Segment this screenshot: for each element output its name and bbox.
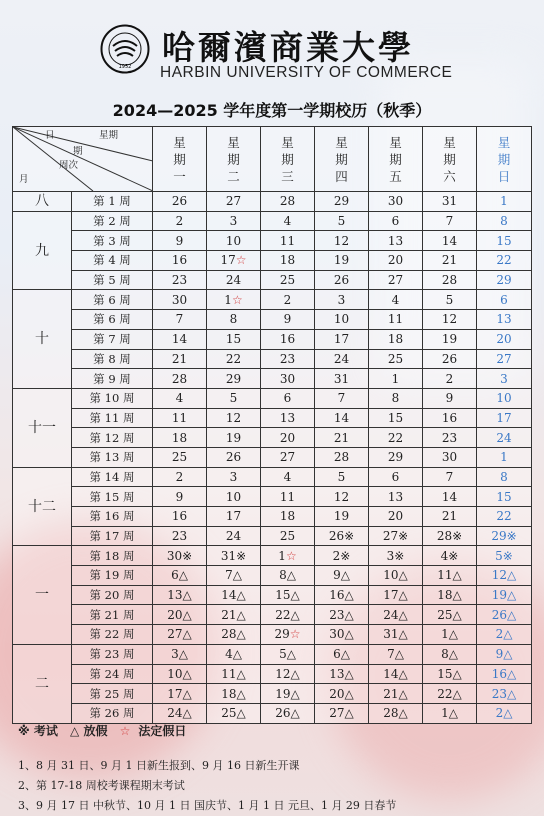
corner-zhouci: 周次 bbox=[59, 160, 79, 171]
month-cell: 十 bbox=[13, 290, 72, 388]
day-cell: 8 bbox=[369, 388, 423, 408]
day-cell: 15 bbox=[477, 487, 532, 507]
day-cell: 19△ bbox=[477, 585, 532, 605]
day-cell: 5△ bbox=[261, 644, 315, 664]
day-cell: 25 bbox=[153, 447, 207, 467]
note-line: 3、9 月 17 日 中秋节、10 月 1 日 国庆节、1 月 1 日 元旦、1 月 29 日春节 bbox=[18, 799, 397, 812]
day-cell: 26 bbox=[423, 349, 477, 369]
day-cell: 11 bbox=[369, 310, 423, 330]
day-cell: 2 bbox=[153, 467, 207, 487]
day-cell: 26※ bbox=[315, 526, 369, 546]
day-cell: 4※ bbox=[423, 546, 477, 566]
day-cell: 28 bbox=[153, 369, 207, 389]
week-label: 第 12 周 bbox=[72, 428, 153, 448]
day-cell: 29 bbox=[207, 369, 261, 389]
day-cell: 30 bbox=[423, 447, 477, 467]
week-row bbox=[13, 270, 532, 290]
day-cell: 10△ bbox=[153, 664, 207, 684]
week-row bbox=[13, 605, 532, 625]
day-cell: 20 bbox=[369, 507, 423, 527]
day-cell: 20△ bbox=[153, 605, 207, 625]
legend-holiday: △ 放假 bbox=[70, 724, 108, 738]
day-cell: 24 bbox=[315, 349, 369, 369]
day-cell: 4 bbox=[369, 290, 423, 310]
day-cell: 6 bbox=[369, 467, 423, 487]
week-row bbox=[13, 369, 532, 389]
day-cell: 10 bbox=[315, 310, 369, 330]
week-label: 第 10 周 bbox=[72, 388, 153, 408]
day-cell: 27 bbox=[207, 192, 261, 212]
day-cell: 25 bbox=[261, 270, 315, 290]
week-row bbox=[13, 546, 532, 566]
day-cell: 18△ bbox=[207, 684, 261, 704]
day-cell: 3※ bbox=[369, 546, 423, 566]
day-cell: 21△ bbox=[369, 684, 423, 704]
week-row bbox=[13, 507, 532, 527]
day-cell: 5 bbox=[315, 467, 369, 487]
day-cell: 24△ bbox=[369, 605, 423, 625]
day-cell: 2※ bbox=[315, 546, 369, 566]
day-cell: 19 bbox=[315, 251, 369, 271]
week-label: 第 7 周 bbox=[72, 329, 153, 349]
day-cell: 11△ bbox=[207, 664, 261, 684]
note-line: 2、第 17-18 周校考课程期末考试 bbox=[18, 779, 185, 792]
month-cell: 八 bbox=[13, 192, 72, 212]
day-cell: 17△ bbox=[153, 684, 207, 704]
day-header: 星 期 日 bbox=[477, 127, 532, 192]
week-label: 第 24 周 bbox=[72, 664, 153, 684]
day-cell: 18 bbox=[369, 329, 423, 349]
day-cell: 2△ bbox=[477, 625, 532, 645]
day-cell: 10 bbox=[207, 487, 261, 507]
day-header: 星 期 五 bbox=[369, 127, 423, 192]
day-cell: 23 bbox=[153, 270, 207, 290]
week-label: 第 16 周 bbox=[72, 507, 153, 527]
day-cell: 1 bbox=[477, 192, 532, 212]
day-cell: 2 bbox=[423, 369, 477, 389]
day-cell: 9 bbox=[423, 388, 477, 408]
day-cell: 26 bbox=[315, 270, 369, 290]
week-row bbox=[13, 251, 532, 271]
week-row bbox=[13, 290, 532, 310]
day-cell: 23 bbox=[423, 428, 477, 448]
legend-legal-holiday bbox=[120, 724, 195, 738]
week-label: 第 5 周 bbox=[72, 270, 153, 290]
day-cell: 5 bbox=[423, 290, 477, 310]
day-cell: 14△ bbox=[207, 585, 261, 605]
day-cell: 18 bbox=[153, 428, 207, 448]
day-cell: 12 bbox=[315, 231, 369, 251]
day-cell: 27※ bbox=[369, 526, 423, 546]
day-cell: 20 bbox=[477, 329, 532, 349]
day-cell: 24△ bbox=[153, 703, 207, 723]
university-name-cn: 哈爾濱商業大學 bbox=[162, 28, 414, 67]
day-cell: 1☆ bbox=[261, 546, 315, 566]
day-cell: 10 bbox=[477, 388, 532, 408]
day-cell: 3△ bbox=[153, 644, 207, 664]
week-row bbox=[13, 192, 532, 212]
day-cell: 7 bbox=[153, 310, 207, 330]
day-cell: 2 bbox=[153, 211, 207, 231]
day-cell: 3 bbox=[207, 467, 261, 487]
seal-year: 1952 bbox=[118, 64, 132, 70]
day-cell: 9△ bbox=[477, 644, 532, 664]
week-label: 第 4 周 bbox=[72, 251, 153, 271]
day-cell: 1△ bbox=[423, 703, 477, 723]
corner-cell bbox=[13, 127, 153, 192]
week-label: 第 6 周 bbox=[72, 310, 153, 330]
day-cell: 16 bbox=[153, 251, 207, 271]
day-cell: 12△ bbox=[477, 566, 532, 586]
week-label: 第 25 周 bbox=[72, 684, 153, 704]
week-label: 第 22 周 bbox=[72, 625, 153, 645]
day-cell: 27△ bbox=[153, 625, 207, 645]
day-cell: 16 bbox=[261, 329, 315, 349]
week-label: 第 26 周 bbox=[72, 703, 153, 723]
week-row bbox=[13, 388, 532, 408]
note-line: 1、8 月 31 日、9 月 1 日新生报到、9 月 16 日新生开课 bbox=[18, 759, 300, 772]
day-cell: 5※ bbox=[477, 546, 532, 566]
day-cell: 5 bbox=[315, 211, 369, 231]
week-row bbox=[13, 703, 532, 723]
day-cell: 7△ bbox=[369, 644, 423, 664]
legend bbox=[18, 722, 202, 739]
day-cell: 23 bbox=[153, 526, 207, 546]
week-row bbox=[13, 526, 532, 546]
week-row bbox=[13, 349, 532, 369]
day-cell: 26 bbox=[207, 447, 261, 467]
day-cell: 19 bbox=[423, 329, 477, 349]
day-cell: 7 bbox=[315, 388, 369, 408]
corner-yue: 月 bbox=[19, 174, 29, 185]
day-cell: 3 bbox=[477, 369, 532, 389]
legend-exam: ※ 考试 bbox=[18, 724, 58, 738]
day-header: 星 期 二 bbox=[207, 127, 261, 192]
day-cell: 29※ bbox=[477, 526, 532, 546]
week-label: 第 2 周 bbox=[72, 211, 153, 231]
day-cell: 18 bbox=[261, 507, 315, 527]
day-cell: 16 bbox=[423, 408, 477, 428]
month-cell: 十二 bbox=[13, 467, 72, 546]
day-cell: 11 bbox=[153, 408, 207, 428]
day-cell: 31※ bbox=[207, 546, 261, 566]
day-cell: 30※ bbox=[153, 546, 207, 566]
day-cell: 28 bbox=[423, 270, 477, 290]
day-cell: 1☆ bbox=[207, 290, 261, 310]
day-cell: 1 bbox=[477, 447, 532, 467]
week-label: 第 14 周 bbox=[72, 467, 153, 487]
day-cell: 27 bbox=[369, 270, 423, 290]
day-cell: 3 bbox=[207, 211, 261, 231]
day-cell: 26△ bbox=[477, 605, 532, 625]
day-cell: 25 bbox=[369, 349, 423, 369]
day-cell: 26 bbox=[153, 192, 207, 212]
day-cell: 26△ bbox=[261, 703, 315, 723]
week-row bbox=[13, 585, 532, 605]
week-label: 第 17 周 bbox=[72, 526, 153, 546]
day-cell: 23△ bbox=[477, 684, 532, 704]
legend-legal-holiday-label: 法定假日 bbox=[138, 724, 187, 738]
week-row bbox=[13, 310, 532, 330]
day-cell: 22 bbox=[477, 251, 532, 271]
month-cell: 二 bbox=[13, 644, 72, 723]
day-cell: 17 bbox=[207, 507, 261, 527]
week-row bbox=[13, 231, 532, 251]
week-label: 第 8 周 bbox=[72, 349, 153, 369]
day-cell: 21 bbox=[423, 507, 477, 527]
day-cell: 8△ bbox=[261, 566, 315, 586]
day-header: 星 期 一 bbox=[153, 127, 207, 192]
day-cell: 15△ bbox=[423, 664, 477, 684]
corner-xingqi: 星期 bbox=[99, 130, 119, 141]
month-cell: 一 bbox=[13, 546, 72, 644]
day-cell: 31 bbox=[423, 192, 477, 212]
day-cell: 18△ bbox=[423, 585, 477, 605]
day-cell: 30 bbox=[261, 369, 315, 389]
day-cell: 4 bbox=[261, 467, 315, 487]
day-cell: 10 bbox=[207, 231, 261, 251]
week-label: 第 19 周 bbox=[72, 566, 153, 586]
day-cell: 12 bbox=[423, 310, 477, 330]
day-cell: 28△ bbox=[207, 625, 261, 645]
day-cell: 11 bbox=[261, 231, 315, 251]
day-cell: 4 bbox=[261, 211, 315, 231]
month-cell: 九 bbox=[13, 211, 72, 290]
day-cell: 13 bbox=[477, 310, 532, 330]
day-cell: 31 bbox=[315, 369, 369, 389]
week-label: 第 20 周 bbox=[72, 585, 153, 605]
day-cell: 27△ bbox=[315, 703, 369, 723]
day-cell: 3 bbox=[315, 290, 369, 310]
week-row bbox=[13, 447, 532, 467]
day-cell: 19△ bbox=[261, 684, 315, 704]
day-cell: 25 bbox=[261, 526, 315, 546]
calendar-title: 2024—2025 学年度第一学期校历（秋季） bbox=[112, 101, 432, 120]
calendar-table bbox=[12, 126, 532, 724]
day-cell: 28※ bbox=[423, 526, 477, 546]
corner-ri: 日 bbox=[45, 130, 55, 141]
day-cell: 17 bbox=[315, 329, 369, 349]
day-cell: 15 bbox=[207, 329, 261, 349]
day-cell: 19 bbox=[315, 507, 369, 527]
day-cell: 14 bbox=[315, 408, 369, 428]
day-cell: 4△ bbox=[207, 644, 261, 664]
week-label: 第 9 周 bbox=[72, 369, 153, 389]
day-cell: 23 bbox=[261, 349, 315, 369]
day-cell: 17 bbox=[477, 408, 532, 428]
week-row bbox=[13, 625, 532, 645]
day-cell: 20 bbox=[261, 428, 315, 448]
day-cell: 11 bbox=[261, 487, 315, 507]
day-cell: 21 bbox=[423, 251, 477, 271]
day-cell: 6 bbox=[369, 211, 423, 231]
day-cell: 1△ bbox=[423, 625, 477, 645]
day-cell: 15 bbox=[369, 408, 423, 428]
day-cell: 16△ bbox=[477, 664, 532, 684]
week-row bbox=[13, 428, 532, 448]
day-cell: 27 bbox=[477, 349, 532, 369]
day-cell: 24 bbox=[477, 428, 532, 448]
day-cell: 9△ bbox=[315, 566, 369, 586]
week-label: 第 1 周 bbox=[72, 192, 153, 212]
day-cell: 19 bbox=[207, 428, 261, 448]
day-cell: 7 bbox=[423, 467, 477, 487]
week-row bbox=[13, 487, 532, 507]
day-cell: 13△ bbox=[153, 585, 207, 605]
day-cell: 14 bbox=[423, 231, 477, 251]
star-icon: ☆ bbox=[289, 627, 301, 642]
day-cell: 7 bbox=[423, 211, 477, 231]
day-cell: 12 bbox=[207, 408, 261, 428]
day-cell: 30 bbox=[369, 192, 423, 212]
day-cell: 24 bbox=[207, 270, 261, 290]
day-cell: 20 bbox=[369, 251, 423, 271]
day-cell: 15△ bbox=[261, 585, 315, 605]
day-cell: 29 bbox=[315, 192, 369, 212]
day-cell: 2△ bbox=[477, 703, 532, 723]
day-cell: 27 bbox=[261, 447, 315, 467]
day-cell: 30 bbox=[153, 290, 207, 310]
day-cell: 30△ bbox=[315, 625, 369, 645]
day-cell: 21 bbox=[315, 428, 369, 448]
header bbox=[0, 0, 544, 96]
week-row bbox=[13, 408, 532, 428]
day-cell: 8 bbox=[477, 467, 532, 487]
day-header: 星 期 六 bbox=[423, 127, 477, 192]
corner-qi: 期 bbox=[73, 146, 83, 157]
day-cell: 1 bbox=[369, 369, 423, 389]
day-cell: 15 bbox=[477, 231, 532, 251]
week-row bbox=[13, 644, 532, 664]
day-cell: 13 bbox=[369, 487, 423, 507]
day-cell: 22 bbox=[207, 349, 261, 369]
day-cell: 8 bbox=[477, 211, 532, 231]
star-icon: ☆ bbox=[119, 724, 131, 738]
day-cell: 18 bbox=[261, 251, 315, 271]
day-cell: 12△ bbox=[261, 664, 315, 684]
week-label: 第 6 周 bbox=[72, 290, 153, 310]
day-header: 星 期 四 bbox=[315, 127, 369, 192]
day-cell: 25△ bbox=[423, 605, 477, 625]
day-cell: 2 bbox=[261, 290, 315, 310]
day-cell: 13△ bbox=[315, 664, 369, 684]
day-cell: 16△ bbox=[315, 585, 369, 605]
notes bbox=[18, 756, 396, 816]
day-cell: 28△ bbox=[369, 703, 423, 723]
day-cell: 5 bbox=[207, 388, 261, 408]
day-cell: 9 bbox=[153, 231, 207, 251]
week-label: 第 3 周 bbox=[72, 231, 153, 251]
university-name-en: HARBIN UNIVERSITY OF COMMERCE bbox=[160, 64, 453, 81]
day-cell: 13 bbox=[261, 408, 315, 428]
day-cell: 21 bbox=[153, 349, 207, 369]
day-cell: 9 bbox=[153, 487, 207, 507]
day-cell: 22△ bbox=[261, 605, 315, 625]
day-cell: 14△ bbox=[369, 664, 423, 684]
day-cell: 17☆ bbox=[207, 251, 261, 271]
week-row bbox=[13, 566, 532, 586]
day-cell: 8△ bbox=[423, 644, 477, 664]
week-label: 第 15 周 bbox=[72, 487, 153, 507]
day-cell: 14 bbox=[153, 329, 207, 349]
day-cell: 22△ bbox=[423, 684, 477, 704]
day-cell: 20△ bbox=[315, 684, 369, 704]
week-row bbox=[13, 684, 532, 704]
week-label: 第 13 周 bbox=[72, 447, 153, 467]
day-cell: 13 bbox=[369, 231, 423, 251]
month-cell: 十一 bbox=[13, 388, 72, 467]
day-cell: 29 bbox=[477, 270, 532, 290]
day-cell: 23△ bbox=[315, 605, 369, 625]
day-cell: 22 bbox=[477, 507, 532, 527]
week-label: 第 11 周 bbox=[72, 408, 153, 428]
day-cell: 24 bbox=[207, 526, 261, 546]
week-label: 第 21 周 bbox=[72, 605, 153, 625]
day-cell: 14 bbox=[423, 487, 477, 507]
day-header: 星 期 三 bbox=[261, 127, 315, 192]
week-row bbox=[13, 664, 532, 684]
day-cell: 4 bbox=[153, 388, 207, 408]
university-seal-icon bbox=[100, 24, 150, 74]
day-cell: 29☆ bbox=[261, 625, 315, 645]
star-icon: ☆ bbox=[285, 548, 297, 563]
day-cell: 10△ bbox=[369, 566, 423, 586]
calendar-header-row bbox=[13, 127, 532, 192]
diagonal-lines bbox=[13, 127, 153, 191]
day-cell: 12 bbox=[315, 487, 369, 507]
day-cell: 8 bbox=[207, 310, 261, 330]
week-label: 第 18 周 bbox=[72, 546, 153, 566]
day-cell: 6△ bbox=[315, 644, 369, 664]
day-cell: 6 bbox=[261, 388, 315, 408]
day-cell: 21△ bbox=[207, 605, 261, 625]
day-cell: 16 bbox=[153, 507, 207, 527]
week-row bbox=[13, 329, 532, 349]
day-cell: 9 bbox=[261, 310, 315, 330]
day-cell: 6△ bbox=[153, 566, 207, 586]
week-label: 第 23 周 bbox=[72, 644, 153, 664]
day-cell: 28 bbox=[261, 192, 315, 212]
week-row bbox=[13, 211, 532, 231]
day-cell: 11△ bbox=[423, 566, 477, 586]
day-cell: 22 bbox=[369, 428, 423, 448]
week-row bbox=[13, 467, 532, 487]
day-cell: 29 bbox=[369, 447, 423, 467]
star-icon: ☆ bbox=[235, 253, 247, 268]
star-icon: ☆ bbox=[231, 292, 243, 307]
day-cell: 28 bbox=[315, 447, 369, 467]
day-cell: 31△ bbox=[369, 625, 423, 645]
day-cell: 6 bbox=[477, 290, 532, 310]
day-cell: 7△ bbox=[207, 566, 261, 586]
day-cell: 25△ bbox=[207, 703, 261, 723]
day-cell: 17△ bbox=[369, 585, 423, 605]
